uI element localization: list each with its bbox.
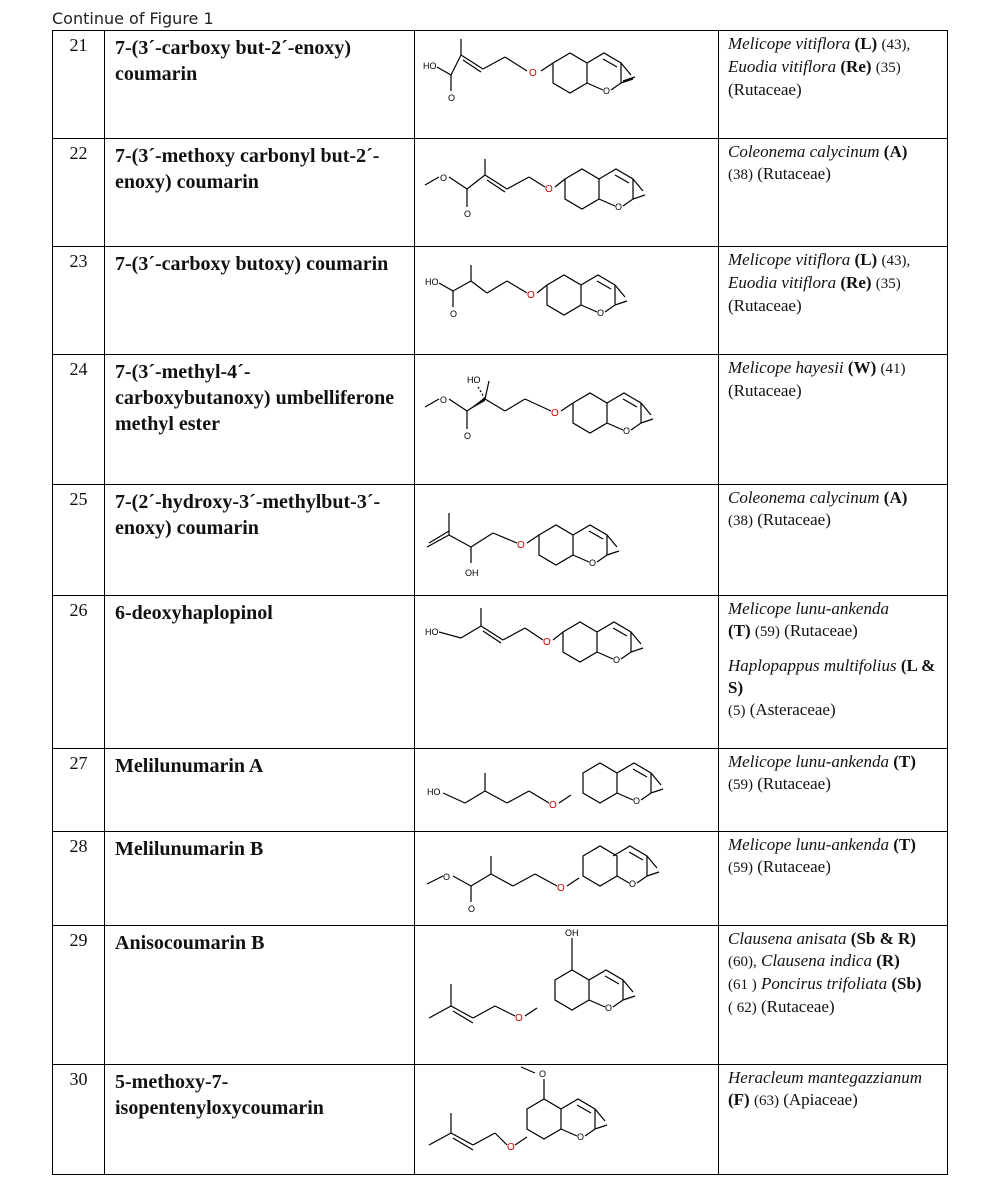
table-row (53, 596, 948, 749)
structure-cell (415, 485, 719, 596)
structure-cell (415, 596, 719, 749)
compound-number: 25 (53, 485, 105, 596)
svg-text:O: O (629, 879, 637, 889)
compound-number: 29 (53, 926, 105, 1065)
svg-text:OH: OH (465, 568, 479, 578)
table-row (53, 31, 948, 139)
svg-text:HO: HO (467, 375, 481, 385)
svg-text:O: O (440, 395, 448, 405)
svg-text:O: O (623, 426, 631, 436)
chemical-structure (415, 485, 718, 594)
source-cell: Melicope lunu-ankenda (T) (59) (Rutaceae) (719, 749, 948, 832)
compound-name: Melilunumarin A (105, 749, 415, 832)
table-row (53, 832, 948, 926)
compound-number: 21 (53, 31, 105, 139)
svg-text:O: O (464, 431, 472, 441)
source-cell: Melicope vitiflora (L) (43), Euodia vitiflora (Re) (35) (Rutaceae) (719, 247, 948, 355)
chemical-structure (415, 832, 718, 924)
chemical-structure (415, 926, 718, 1063)
svg-text:HO: HO (423, 61, 437, 71)
svg-text:O: O (557, 883, 565, 894)
compound-name: Anisocoumarin B (105, 926, 415, 1065)
svg-text:O: O (515, 1013, 523, 1024)
compound-name: 5-methoxy-7-isopentenyloxycoumarin (105, 1065, 415, 1175)
compound-name: 7-(2´-hydroxy-3´-methylbut-3´-enoxy) coumarin (105, 485, 415, 596)
svg-text:O: O (545, 184, 553, 195)
svg-text:O: O (464, 209, 472, 219)
source-cell: Coleonema calycinum (A) (38) (Rutaceae) (719, 485, 948, 596)
compound-number: 28 (53, 832, 105, 926)
compound-number: 30 (53, 1065, 105, 1175)
table-row (53, 355, 948, 485)
table-row (53, 926, 948, 1065)
svg-text:O: O (549, 800, 557, 811)
table-row (53, 749, 948, 832)
source-cell: Melicope vitiflora (L) (43), Euodia vitiflora (Re) (35) (Rutaceae) (719, 31, 948, 139)
structure-cell (415, 926, 719, 1065)
chemical-structure (415, 31, 718, 137)
svg-text:O: O (527, 290, 535, 301)
source-cell: Melicope lunu-ankenda (T) (59) (Rutaceae) Haplopappus multifolius (L & S) (5) (Asteraceae) (719, 596, 948, 749)
svg-text:O: O (539, 1069, 547, 1079)
chemical-structure (415, 596, 718, 696)
svg-text:O: O (577, 1132, 585, 1142)
source-cell: Clausena anisata (Sb & R) (60), Clausena indica (R) (61 ) Poncirus trifoliata (Sb) ( 62) (Rutaceae) (719, 926, 948, 1065)
compound-name: Melilunumarin B (105, 832, 415, 926)
compound-name: 7-(3´-carboxy but-2´-enoxy) coumarin (105, 31, 415, 139)
table-row (53, 485, 948, 596)
svg-text:O: O (443, 872, 451, 882)
structure-cell (415, 355, 719, 485)
structure-cell (415, 139, 719, 247)
svg-text:O: O (543, 637, 551, 648)
compound-name: 7-(3´-methoxy carbonyl but-2´-enoxy) coumarin (105, 139, 415, 247)
structure-cell (415, 31, 719, 139)
svg-text:O: O (440, 173, 448, 183)
svg-text:OH: OH (565, 928, 579, 938)
structure-cell (415, 247, 719, 355)
table-row (53, 139, 948, 247)
structure-cell (415, 832, 719, 926)
svg-text:O: O (529, 68, 537, 79)
svg-text:O: O (615, 202, 623, 212)
chemical-structure (415, 247, 718, 353)
svg-text:O: O (597, 308, 605, 318)
source-cell: Coleonema calycinum (A) (38) (Rutaceae) (719, 139, 948, 247)
chemical-structure (415, 749, 718, 830)
svg-text:O: O (589, 558, 597, 568)
structure-cell (415, 749, 719, 832)
compound-number: 26 (53, 596, 105, 749)
figure-caption: Continue of Figure 1 (52, 9, 214, 28)
svg-text:O: O (613, 655, 621, 665)
chemical-structure (415, 139, 718, 245)
compound-number: 23 (53, 247, 105, 355)
svg-text:O: O (603, 86, 611, 96)
svg-text:O: O (448, 93, 456, 103)
compound-name: 6-deoxyhaplopinol (105, 596, 415, 749)
svg-text:O: O (551, 408, 559, 419)
source-cell: Melicope hayesii (W) (41) (Rutaceae) (719, 355, 948, 485)
compound-number: 27 (53, 749, 105, 832)
svg-text:O: O (605, 1003, 613, 1013)
chemical-structure (415, 1065, 718, 1173)
svg-text:O: O (450, 309, 458, 319)
compound-table (52, 30, 948, 1175)
compound-name: 7-(3´-methyl-4´-carboxybutanoxy) umbelliferone methyl ester (105, 355, 415, 485)
compound-number: 24 (53, 355, 105, 485)
source-cell: Heracleum mantegazzianum (F) (63) (Apiaceae) (719, 1065, 948, 1175)
structure-cell (415, 1065, 719, 1175)
svg-text:O: O (507, 1142, 515, 1153)
source-cell: Melicope lunu-ankenda (T) (59) (Rutaceae) (719, 832, 948, 926)
compound-name: 7-(3´-carboxy butoxy) coumarin (105, 247, 415, 355)
svg-text:HO: HO (425, 277, 439, 287)
table-row (53, 1065, 948, 1175)
compound-number: 22 (53, 139, 105, 247)
table-row (53, 247, 948, 355)
svg-text:HO: HO (427, 787, 441, 797)
svg-text:O: O (468, 904, 476, 914)
svg-text:O: O (517, 540, 525, 551)
svg-text:HO: HO (425, 627, 439, 637)
chemical-structure (415, 355, 718, 483)
svg-text:O: O (633, 796, 641, 806)
